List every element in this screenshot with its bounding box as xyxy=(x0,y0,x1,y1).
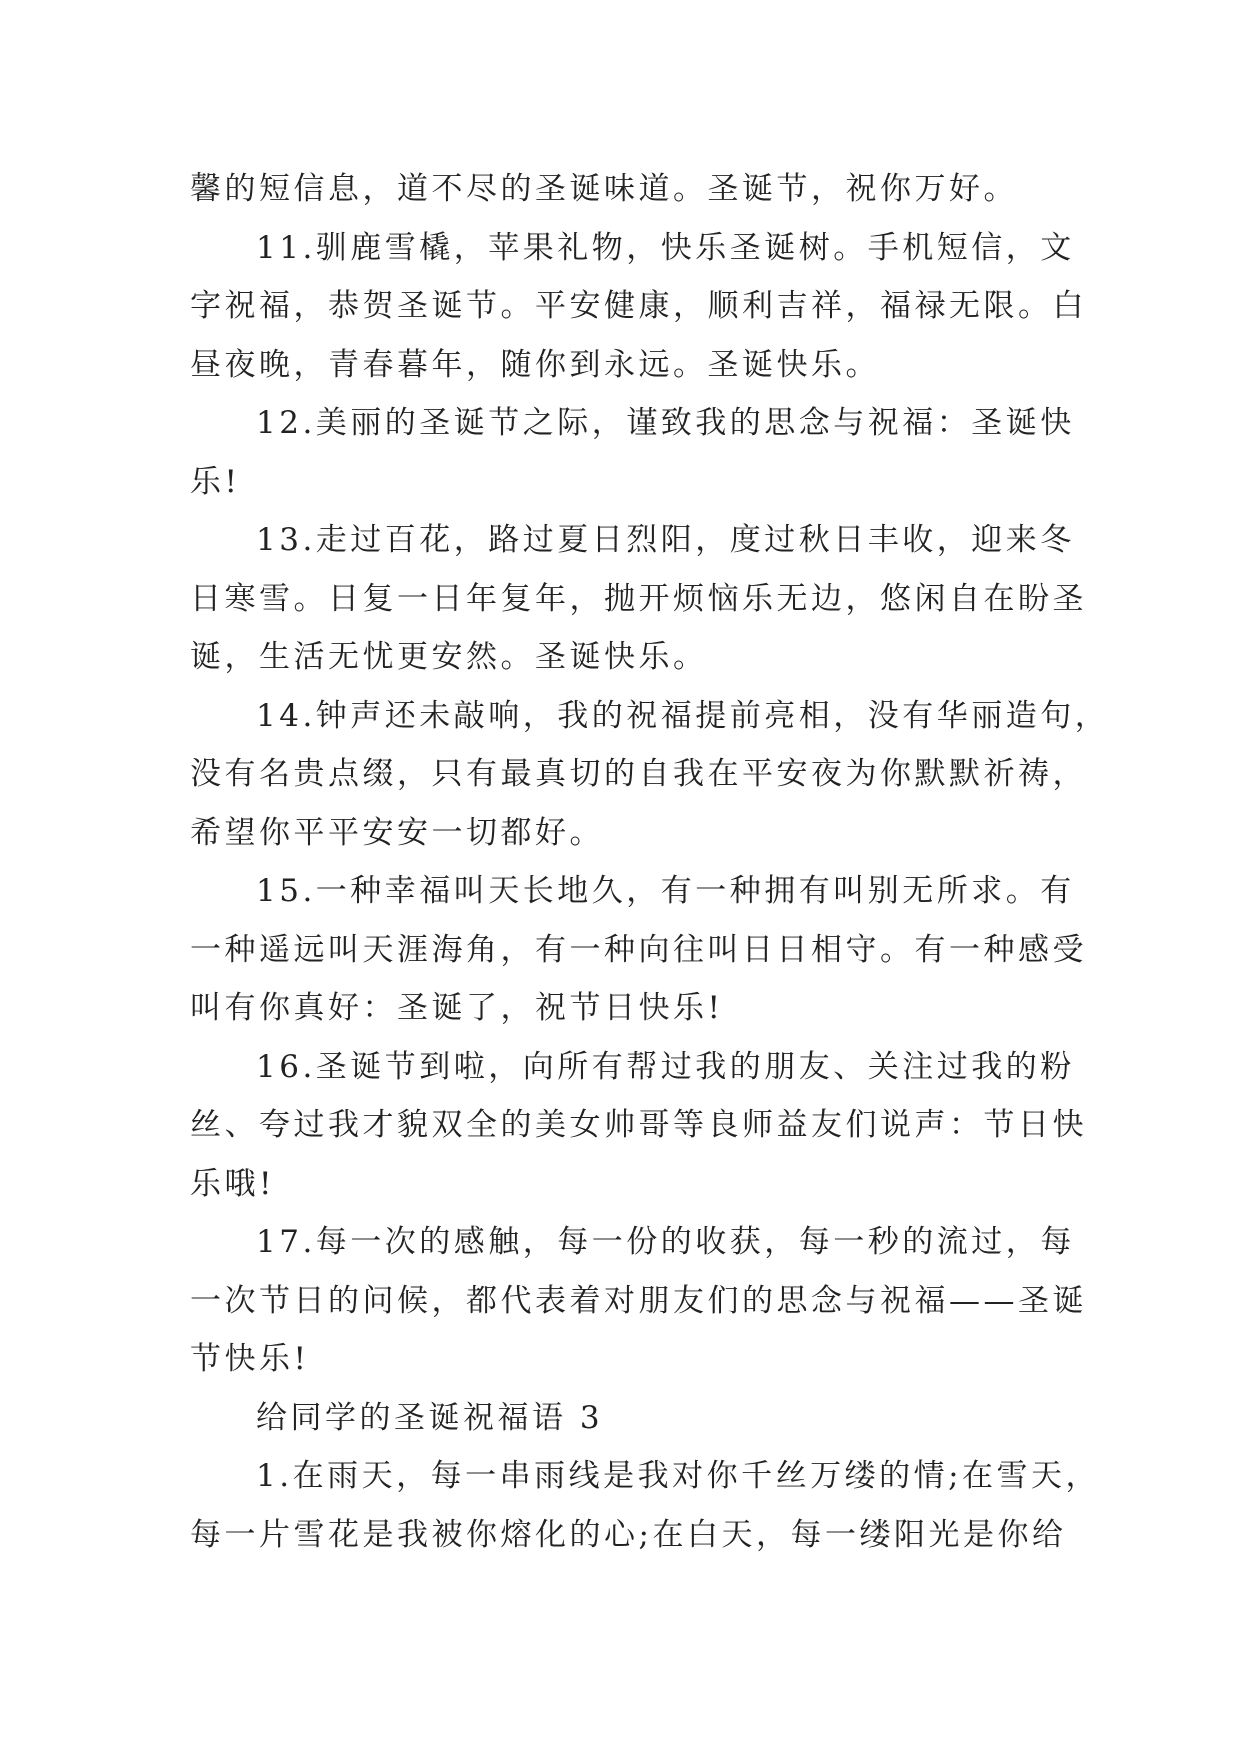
text-line: 节快乐! xyxy=(190,1341,310,1377)
text-line: 没有名贵点缀，只有最真切的自我在平安夜为你默默祈祷， xyxy=(190,756,1087,792)
text-line: 12.美丽的圣诞节之际，谨致我的思念与祝福：圣诞快 xyxy=(256,405,1075,441)
text-line: 15.一种幸福叫天长地久，有一种拥有叫别无所求。有 xyxy=(256,873,1075,909)
text-line: 17.每一次的感触，每一份的收获，每一秒的流过，每 xyxy=(256,1224,1075,1260)
text-line: 诞，生活无忧更安然。圣诞快乐。 xyxy=(190,639,708,675)
text-line: 一种遥远叫天涯海角，有一种向往叫日日相守。有一种感受 xyxy=(190,931,1087,968)
text-line: 日寒雪。日复一日年复年，抛开烦恼乐无边，悠闲自在盼圣 xyxy=(190,580,1087,617)
text-line: 13.走过百花，路过夏日烈阳，度过秋日丰收，迎来冬 xyxy=(256,522,1075,558)
text-line: 叫有你真好：圣诞了，祝节日快乐! xyxy=(190,990,724,1026)
text-line: 丝、夸过我才貌双全的美女帅哥等良师益友们说声：节日快 xyxy=(190,1107,1087,1143)
document-body xyxy=(190,160,1110,1564)
text-line: 每一片雪花是我被你熔化的心;在白天，每一缕阳光是你给 xyxy=(190,1516,1067,1553)
text-line: 16.圣诞节到啦，向所有帮过我的朋友、关注过我的粉 xyxy=(256,1048,1075,1085)
section-heading: 给同学的圣诞祝福语 3 xyxy=(256,1399,604,1436)
text-line: 昼夜晚，青春暮年，随你到永远。圣诞快乐。 xyxy=(190,346,880,383)
text-line: 乐! xyxy=(190,463,241,500)
text-line: 希望你平平安安一切都好。 xyxy=(190,814,604,851)
text-line: 14.钟声还未敲响，我的祝福提前亮相，没有华丽造句， xyxy=(256,697,1110,734)
text-line: 一次节日的问候，都代表着对朋友们的思念与祝福——圣诞 xyxy=(190,1282,1087,1319)
text-line: 字祝福，恭贺圣诞节。平安健康，顺利吉祥，福禄无限。白 xyxy=(190,288,1087,324)
text-line: 馨的短信息，道不尽的圣诞味道。圣诞节，祝你万好。 xyxy=(190,171,1018,207)
text-line: 11.驯鹿雪橇，苹果礼物，快乐圣诞树。手机短信，文 xyxy=(256,229,1075,266)
text-line: 乐哦! xyxy=(190,1165,275,1202)
text-line: 1.在雨天，每一串雨线是我对你千丝万缕的情;在雪天， xyxy=(256,1458,1101,1494)
